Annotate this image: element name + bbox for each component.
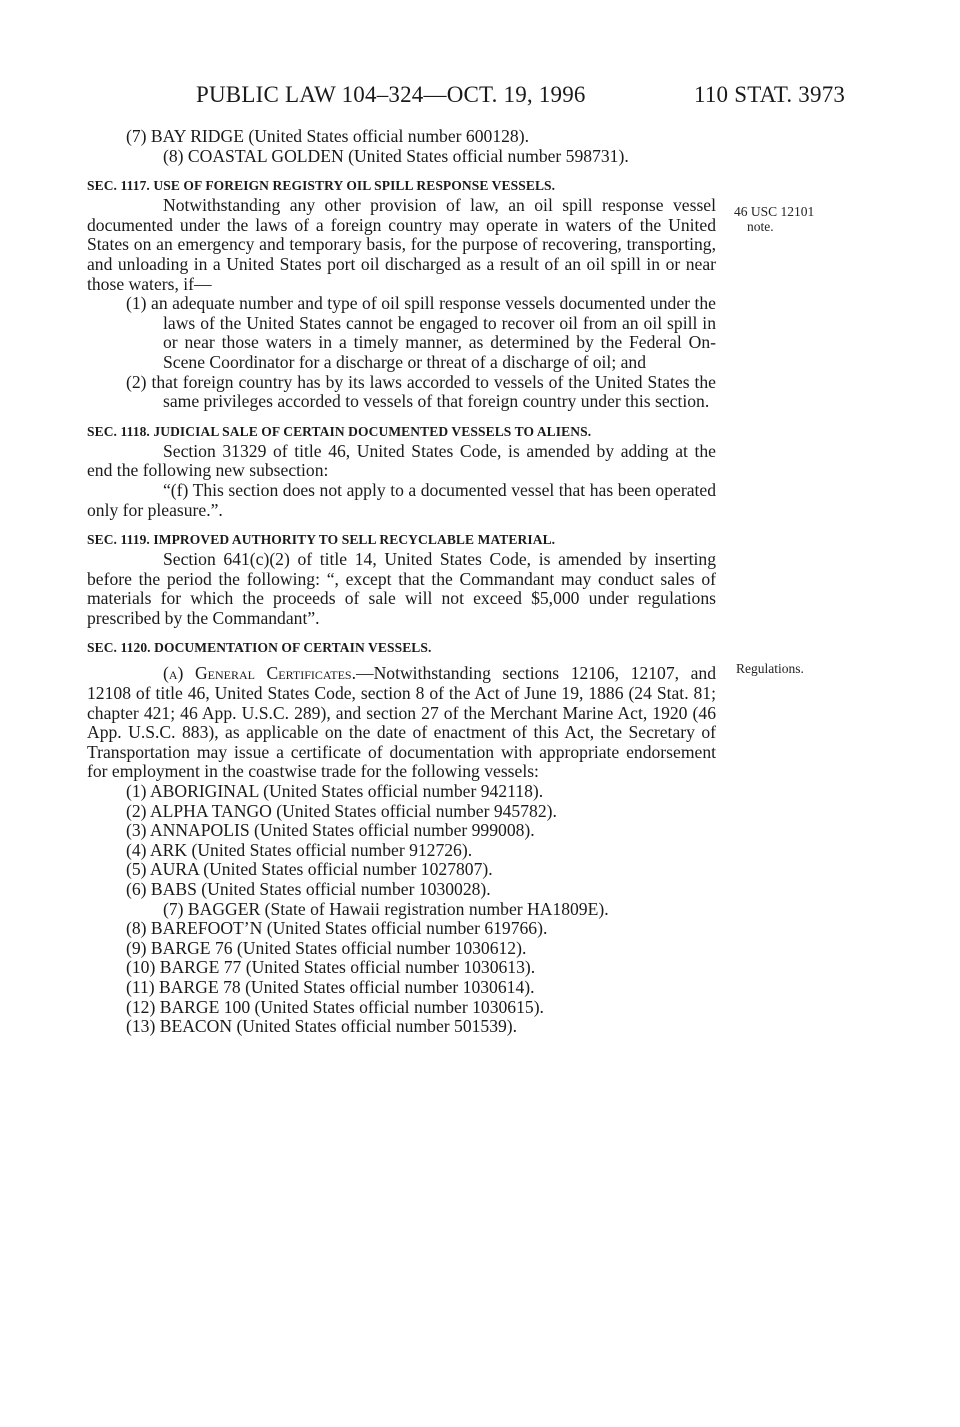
margin-note-usc xyxy=(734,204,814,234)
vessel-item: (1) ABORIGINAL (United States official number 942118). xyxy=(126,781,544,802)
section-1117-body: Notwithstanding any other provision of law, an oil spill response vessel documented under the laws of a foreign country may operate in waters of the United States on an emergency and temporary basis, for the purpose of recovering, transporting, and unloading in a United States port oil discharged as a result of an oil spill in or near those waters, if— xyxy=(87,195,716,294)
section-1120-subsection-a xyxy=(87,664,716,782)
subsection-a-body: —Notwithstanding sections 12106, 12107, and 12108 of title 46, United States Code, section 8 of the Act of June 19, 1886 (24 Stat. 81; chapter 421; 46 App. U.S.C. 289), and section 27 of the Merchant Marine Act, 1920 (46 App. U.S.C. 883), as applicable on the date of enactment of this Act, the Secretary of Transportation may issue a certificate of documentation with appropriate endorsement for employment in the coastwise trade for the following vessels: xyxy=(87,663,716,782)
section-heading-1119: SEC. 1119. IMPROVED AUTHORITY TO SELL RECYCLABLE MATERIAL. xyxy=(87,532,556,548)
section-heading-1120: SEC. 1120. DOCUMENTATION OF CERTAIN VESSELS. xyxy=(87,640,432,656)
vessel-list xyxy=(87,782,716,1037)
vessel-item: (8) BAREFOOT’N (United States official number 619766). xyxy=(126,918,548,939)
vessel-item: (3) ANNAPOLIS (United States official number 999008). xyxy=(126,820,535,841)
margin-note-usc-line1: 46 USC 12101 xyxy=(734,204,815,219)
section-heading-1117: SEC. 1117. USE OF FOREIGN REGISTRY OIL SPILL RESPONSE VESSELS. xyxy=(87,178,556,194)
vessel-item: (12) BARGE 100 (United States official number 1030615). xyxy=(126,996,544,1017)
vessel-item: (13) BEACON (United States official number 501539). xyxy=(126,1016,518,1037)
vessel-item: (6) BABS (United States official number 1030028). xyxy=(126,879,491,899)
section-1118-quote: “(f) This section does not apply to a documented vessel that has been operated only for pleasure.”. xyxy=(87,479,716,520)
vessel-item: (10) BARGE 77 (United States official number 1030613). xyxy=(126,957,536,978)
vessel-item: (4) ARK (United States official number 912726). xyxy=(126,839,473,860)
vessel-item: (9) BARGE 76 (United States official number 1030612). xyxy=(126,937,527,958)
vessel-item: (5) AURA (United States official number 1027807). xyxy=(126,859,493,880)
list-item: (8) COASTAL GOLDEN (United States official number 598731). xyxy=(163,145,629,166)
section-1117-items xyxy=(87,294,716,412)
section-1118-body: Section 31329 of title 46, United States Code, is amended by adding at the end the following new subsection: xyxy=(87,440,716,481)
top-vessel-list xyxy=(87,127,716,166)
vessel-item: (2) ALPHA TANGO (United States official number 945782). xyxy=(126,800,557,821)
page-header-stat: 110 STAT. 3973 xyxy=(694,82,846,107)
margin-note-regulations: Regulations. xyxy=(736,661,804,676)
subsection-a-heading: (a) General Certificates. xyxy=(163,663,356,684)
vessel-item: (7) BAGGER (State of Hawaii registration number HA1809E). xyxy=(163,898,609,919)
section-1117-item-1: (1) an adequate number and type of oil spill response vessels documented under the laws of the United States cannot be engaged to recover oil from an oil spill in or near those waters in a timely manner, as determined by the Federal On-Scene Coordinator for a discharge or threat of a discharge of oil; and xyxy=(126,293,716,372)
section-1119-body: Section 641(c)(2) of title 14, United States Code, is amended by inserting before the period the following: “, except that the Commandant may conduct sales of materials for which the proceeds of sale will not exceed $5,000 under regulations prescribed by the Commandant”. xyxy=(87,549,716,628)
body-text xyxy=(87,127,716,1037)
vessel-item: (11) BARGE 78 (United States official number 1030614). xyxy=(126,976,535,997)
section-heading-1118: SEC. 1118. JUDICIAL SALE OF CERTAIN DOCUMENTED VESSELS TO ALIENS. xyxy=(87,423,592,439)
page-header-title: PUBLIC LAW 104–324—OCT. 19, 1996 xyxy=(196,82,586,107)
list-item: (7) BAY RIDGE (United States official number 600128). xyxy=(126,126,529,146)
section-1117-item-2: (2) that foreign country has by its laws accorded to vessels of the United States the same privileges accorded to vessels of that foreign country under this section. xyxy=(126,371,716,412)
margin-note-usc-line2: note. xyxy=(747,219,774,234)
